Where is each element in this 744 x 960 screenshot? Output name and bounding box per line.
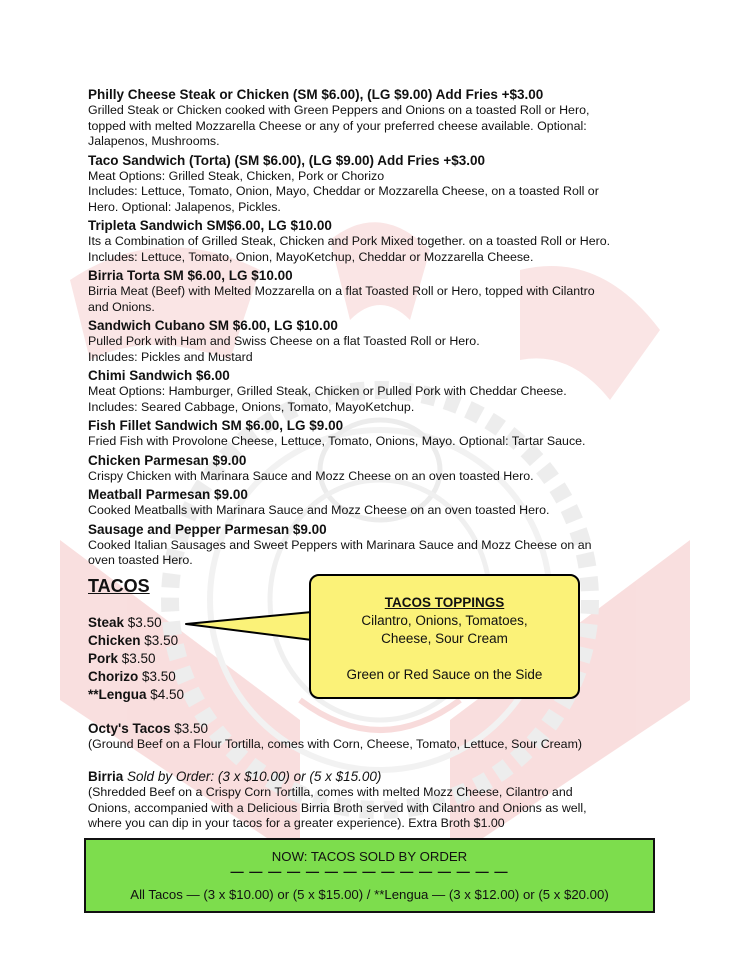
taco-price: $4.50 — [150, 687, 185, 702]
taco-price: $3.50 — [121, 651, 156, 666]
menu-item-desc-line: Meat Options: Grilled Steak, Chicken, Pork or Chorizo — [88, 168, 385, 183]
taco-name: Pork — [88, 651, 119, 666]
menu-item — [88, 368, 668, 415]
octys-tacos — [88, 720, 668, 753]
menu-item — [88, 318, 668, 365]
menu-item-desc-line: Crispy Chicken with Marinara Sauce and Mozz Cheese on an oven toasted Hero. — [88, 468, 534, 483]
birria-name: Birria — [88, 769, 124, 784]
toppings-callout — [309, 574, 580, 699]
octys-name: Octy's Tacos — [88, 721, 171, 736]
toppings-title: TACOS TOPPINGS — [384, 595, 505, 610]
menu-item-desc-line: Cooked Italian Sausages and Sweet Peppers with Marinara Sauce and Mozz Cheese on an — [88, 537, 592, 552]
menu-item-desc-line: Includes: Lettuce, Tomato, Onion, MayoKetchup, Cheddar or Mozzarella Cheese. — [88, 249, 534, 264]
menu-item-desc-line: Hero. Optional: Jalapenos, Pickles. — [88, 199, 281, 214]
menu-item-title: Sausage and Pepper Parmesan $9.00 — [88, 521, 327, 537]
menu-item — [88, 487, 668, 519]
menu-item-desc-line: Its a Combination of Grilled Steak, Chicken and Pork Mixed together. on a toasted Roll or Hero. — [88, 234, 611, 248]
menu-item-desc-line: Cooked Meatballs with Marinara Sauce and Mozz Cheese on an oven toasted Hero. — [88, 503, 550, 517]
octys-title — [88, 720, 668, 737]
menu-item-desc-line: and Onions. — [88, 299, 155, 314]
birria-desc-line: (Shredded Beef on a Crispy Corn Tortilla, comes with melted Mozz Cheese, Cilantro and — [88, 785, 573, 799]
menu-item-title: Birria Torta SM $6.00, LG $10.00 — [88, 268, 293, 283]
menu-item-desc-line: Pulled Pork with Ham and Swiss Cheese on a flat Toasted Roll or Hero. — [88, 334, 480, 348]
birria-title — [88, 768, 668, 785]
taco-price: $3.50 — [142, 669, 176, 684]
toppings-line: Cheese, Sour Cream — [381, 631, 508, 646]
taco-item — [88, 668, 184, 686]
toppings-sauce: Green or Red Sauce on the Side — [346, 667, 543, 682]
menu-item-desc-line: Jalapenos, Mushrooms. — [88, 134, 220, 148]
birria-desc-line: where you can dip in your tacos for a greater experience). Extra Broth $1.00 — [88, 816, 505, 830]
birria-sold: Sold by Order: (3 x $10.00) or (5 x $15.00) — [127, 769, 382, 784]
menu-item-title: Fish Fillet Sandwich SM $6.00, LG $9.00 — [88, 418, 344, 433]
menu-item-title: Chicken Parmesan $9.00 — [88, 452, 247, 468]
menu-item — [88, 218, 668, 265]
menu-item — [88, 418, 668, 450]
menu-item — [88, 268, 668, 315]
order-divider: — — — — — — — — — — — — — — — — [230, 864, 509, 879]
order-title: NOW: TACOS SOLD BY ORDER — [271, 849, 468, 864]
menu-item-desc-line: Includes: Seared Cabbage, Onions, Tomato, MayoKetchup. — [88, 399, 415, 414]
menu-item-title: Sandwich Cubano SM $6.00, LG $10.00 — [88, 318, 338, 333]
menu-item — [88, 522, 668, 569]
menu-item — [88, 453, 668, 485]
menu-item-title: Meatball Parmesan $9.00 — [88, 487, 248, 502]
octys-desc: (Ground Beef on a Flour Tortilla, comes with Corn, Cheese, Tomato, Lettuce, Sour Cream) — [88, 737, 583, 751]
menu-item-desc-line: Fried Fish with Provolone Cheese, Lettuce, Tomato, Onions, Mayo. Optional: Tartar Sauce. — [88, 434, 586, 448]
menu-item-desc-line: Includes: Lettuce, Tomato, Onion, Mayo, Cheddar or Mozzarella Cheese, on a toasted Roll or — [88, 184, 599, 198]
tacos-heading: TACOS — [88, 576, 150, 596]
taco-list — [88, 614, 184, 704]
taco-item — [88, 632, 184, 650]
menu-item-title: Taco Sandwich (Torta) (SM $6.00), (LG $9.00) Add Fries +$3.00 — [88, 152, 485, 168]
menu-item-title: Chimi Sandwich $6.00 — [88, 368, 230, 383]
taco-price: $3.50 — [127, 615, 162, 630]
menu-item-desc-line: Birria Meat (Beef) with Melted Mozzarella on a flat Toasted Roll or Hero, topped with Cilantro — [88, 284, 595, 298]
menu-item-desc-line: topped with melted Mozzarella Cheese or any of your preferred cheese available. Optional: — [88, 118, 587, 133]
taco-price: $3.50 — [144, 633, 179, 648]
taco-item — [88, 614, 184, 632]
order-banner — [84, 838, 655, 913]
toppings-line: Cilantro, Onions, Tomatoes, — [361, 613, 528, 628]
menu-item — [88, 153, 668, 216]
menu-item-desc-line: oven toasted Hero. — [88, 553, 193, 567]
birria-desc-line: Onions, accompanied with a Delicious Birria Broth served with Cilantro and Onions as well, — [88, 800, 587, 815]
birria-tacos — [88, 768, 668, 832]
taco-item — [88, 686, 184, 704]
menu-item-desc-line: Grilled Steak or Chicken cooked with Green Peppers and Onions on a toasted Roll or Hero, — [88, 103, 590, 117]
taco-name: **Lengua — [88, 687, 147, 702]
menu-item-desc-line: Includes: Pickles and Mustard — [88, 349, 253, 364]
taco-name: Steak — [88, 615, 125, 630]
octys-price: $3.50 — [174, 721, 209, 736]
taco-name: Chicken — [88, 633, 141, 648]
taco-item — [88, 650, 184, 668]
taco-name: Chorizo — [88, 669, 139, 684]
menu-item-desc-line: Meat Options: Hamburger, Grilled Steak, Chicken or Pulled Pork with Cheddar Cheese. — [88, 384, 567, 398]
menu-item — [88, 87, 668, 150]
menu-item-title: Tripleta Sandwich SM$6.00, LG $10.00 — [88, 218, 332, 233]
menu-item-title: Philly Cheese Steak or Chicken (SM $6.00), (LG $9.00) Add Fries +$3.00 — [88, 87, 544, 102]
menu-items — [88, 87, 668, 572]
order-prices: All Tacos — (3 x $10.00) or (5 x $15.00) / **Lengua — (3 x $12.00) or (5 x $20.00) — [130, 887, 609, 902]
